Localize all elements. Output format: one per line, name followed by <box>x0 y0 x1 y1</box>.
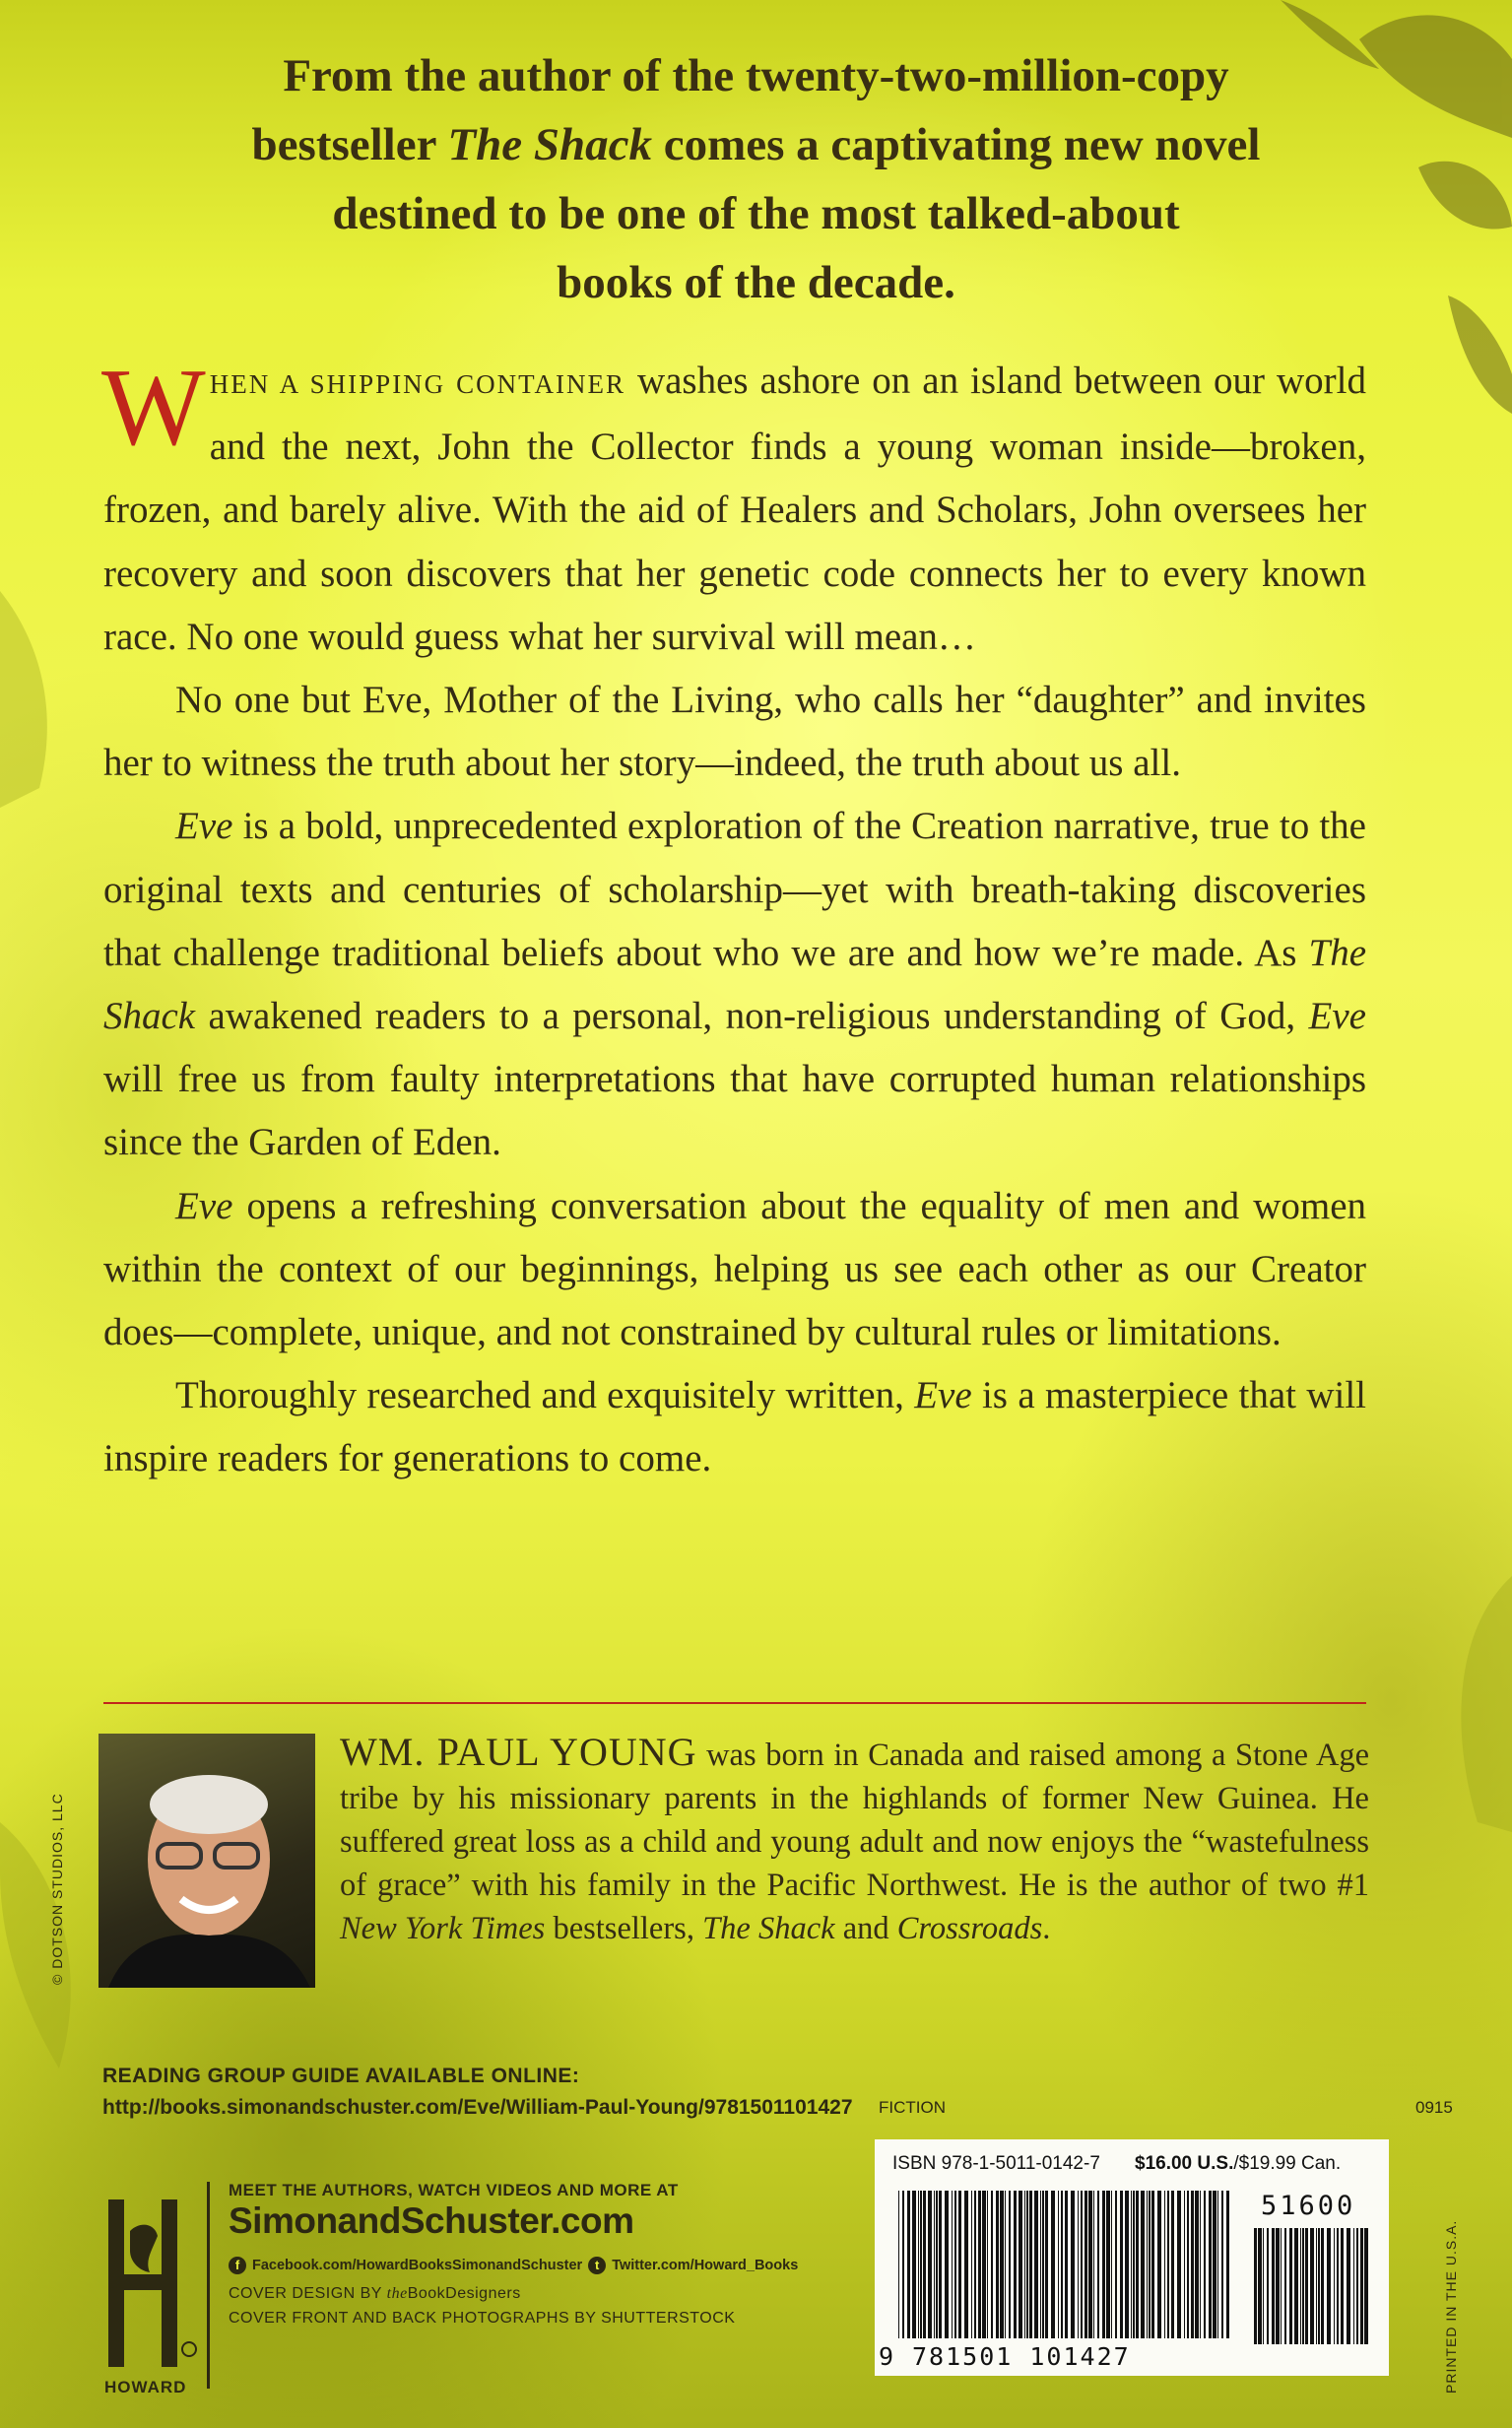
author-bio <box>340 1731 1369 1950</box>
howard-h-logo-icon <box>100 2192 201 2379</box>
price-label <box>1135 2153 1341 2175</box>
tagline-line-4: books of the decade. <box>557 257 955 308</box>
bio-text: . <box>1042 1911 1051 1946</box>
twitter-link[interactable]: Twitter.com/Howard_Books <box>612 2258 799 2273</box>
tagline-line-3: destined to be one of the most talked-about <box>332 188 1180 239</box>
paragraph-text: Thoroughly researched and exquisitely written, <box>175 1374 915 1417</box>
publisher-name: HOWARD <box>104 2378 187 2396</box>
photo-credit: © DOTSON STUDIOS, LLC <box>49 1793 65 1985</box>
book-title: Eve <box>1308 995 1366 1038</box>
social-links <box>229 2257 798 2274</box>
price-addon-code: 51600 <box>1261 2191 1356 2221</box>
author-name: WM. PAUL YOUNG <box>340 1730 697 1774</box>
small-caps-lead: HEN A SHIPPING CONTAINER <box>209 369 625 399</box>
addon-barcode-icon <box>1254 2228 1372 2346</box>
footer-divider <box>207 2182 210 2389</box>
book-title: Eve <box>914 1374 972 1417</box>
book-title: Eve <box>175 1184 233 1227</box>
meet-the-authors: MEET THE AUTHORS, WATCH VIDEOS AND MORE AT <box>229 2181 679 2199</box>
tagline <box>167 41 1345 317</box>
paragraph-text: will free us from faulty interpretations that have corrupted human relationships since the Garden of Eden. <box>103 1058 1366 1164</box>
credit-text: COVER DESIGN BY <box>229 2285 387 2302</box>
paragraph-text: is a bold, unprecedented exploration of the Creation narrative, true to the original texts and centuries of scholarship—yet with breath-taking discoveries that challenge traditional beliefs about who we are and how we’re made. As <box>103 805 1366 974</box>
paragraph-text: is a masterpiece that will inspire readers for generations to come. <box>103 1374 1367 1480</box>
bio-text: was born in Canada and raised among a Stone Age tribe by his missionary parents in the highlands of former New Guinea. He suffered great loss as a child and young adult and now enjoys the “wastefulness of grace” with his family in the Pacific Northwest. He is the author of two #1 <box>340 1738 1369 1903</box>
book-title: The Shack <box>702 1911 835 1946</box>
isbn-label: ISBN 978-1-5011-0142-7 <box>892 2153 1100 2174</box>
book-title: Eve <box>175 805 233 848</box>
author-photo <box>99 1734 315 1988</box>
book-title: Crossroads <box>896 1911 1043 1946</box>
description-paragraph-5 <box>103 1364 1366 1490</box>
printed-in-usa: PRINTED IN THE U.S.A. <box>1443 2219 1459 2394</box>
reading-group-url[interactable]: http://books.simonandschuster.com/Eve/William-Paul-Young/9781501101427 <box>102 2096 853 2119</box>
bio-text: and <box>834 1911 897 1946</box>
tagline-line-1: From the author of the twenty-two-million-copy <box>283 50 1229 101</box>
book-title: The Shack <box>447 119 652 170</box>
description-paragraph-3 <box>103 795 1366 1174</box>
credit-text: the <box>386 2285 408 2302</box>
description-paragraph-4 <box>103 1175 1366 1365</box>
tagline-text: comes a captivating new novel <box>651 119 1261 170</box>
description-paragraph-1 <box>101 347 1366 669</box>
paragraph-text: awakened readers to a personal, non-religious understanding of God, <box>195 995 1309 1038</box>
facebook-icon: f <box>229 2257 246 2274</box>
website-link[interactable]: SimonandSchuster.com <box>229 2200 634 2241</box>
price-us: $16.00 U.S. <box>1135 2153 1234 2174</box>
price-can: /$19.99 Can. <box>1233 2153 1342 2174</box>
cover-photo-credit: COVER FRONT AND BACK PHOTOGRAPHS BY SHUTTERSTOCK <box>229 2310 736 2327</box>
tagline-line-2 <box>167 110 1345 179</box>
reading-group-label: READING GROUP GUIDE AVAILABLE ONLINE: <box>102 2065 580 2087</box>
description-paragraph-2: No one but Eve, Mother of the Living, who calls her “daughter” and invites her to witness the truth about her story—indeed, the truth about us all. <box>103 679 1366 785</box>
barcode-icon <box>898 2191 1233 2346</box>
paragraph-text: washes ashore on an island between our world and the next, John the Collector finds a young woman inside—broken, frozen, and barely alive. With the aid of Healers and Scholars, John oversees her recovery and soon discovers that her genetic code connects her to every known race. No one would guess what her survival will mean… <box>103 360 1366 658</box>
paragraph-text: opens a refreshing conversation about the equality of men and women within the context of our beginnings, helping us see each other as our Creator does—complete, unique, and not constrained by cultural rules or limitations. <box>103 1184 1366 1354</box>
print-code: 0915 <box>1415 2098 1453 2117</box>
drop-cap: W <box>101 347 206 469</box>
book-description <box>101 347 1367 1491</box>
barcode-lead-digit: 9 <box>879 2342 894 2371</box>
facebook-link[interactable]: Facebook.com/HowardBooksSimonandSchuster <box>252 2258 583 2273</box>
genre-label: FICTION <box>879 2098 946 2117</box>
barcode-panel <box>875 2139 1389 2376</box>
publisher-logo <box>100 2192 201 2389</box>
author-portrait-icon <box>99 1734 315 1988</box>
divider-rule <box>103 1702 1366 1704</box>
publication-name: New York Times <box>340 1911 546 1946</box>
tagline-text: bestseller <box>251 119 448 170</box>
barcode-digits: 781501 101427 <box>912 2342 1131 2371</box>
twitter-icon: t <box>588 2257 606 2274</box>
bio-text: bestsellers, <box>545 1911 703 1946</box>
cover-design-credit <box>229 2285 521 2303</box>
credit-text: BookDesigners <box>407 2285 521 2302</box>
book-title: The Shack <box>103 931 1366 1038</box>
